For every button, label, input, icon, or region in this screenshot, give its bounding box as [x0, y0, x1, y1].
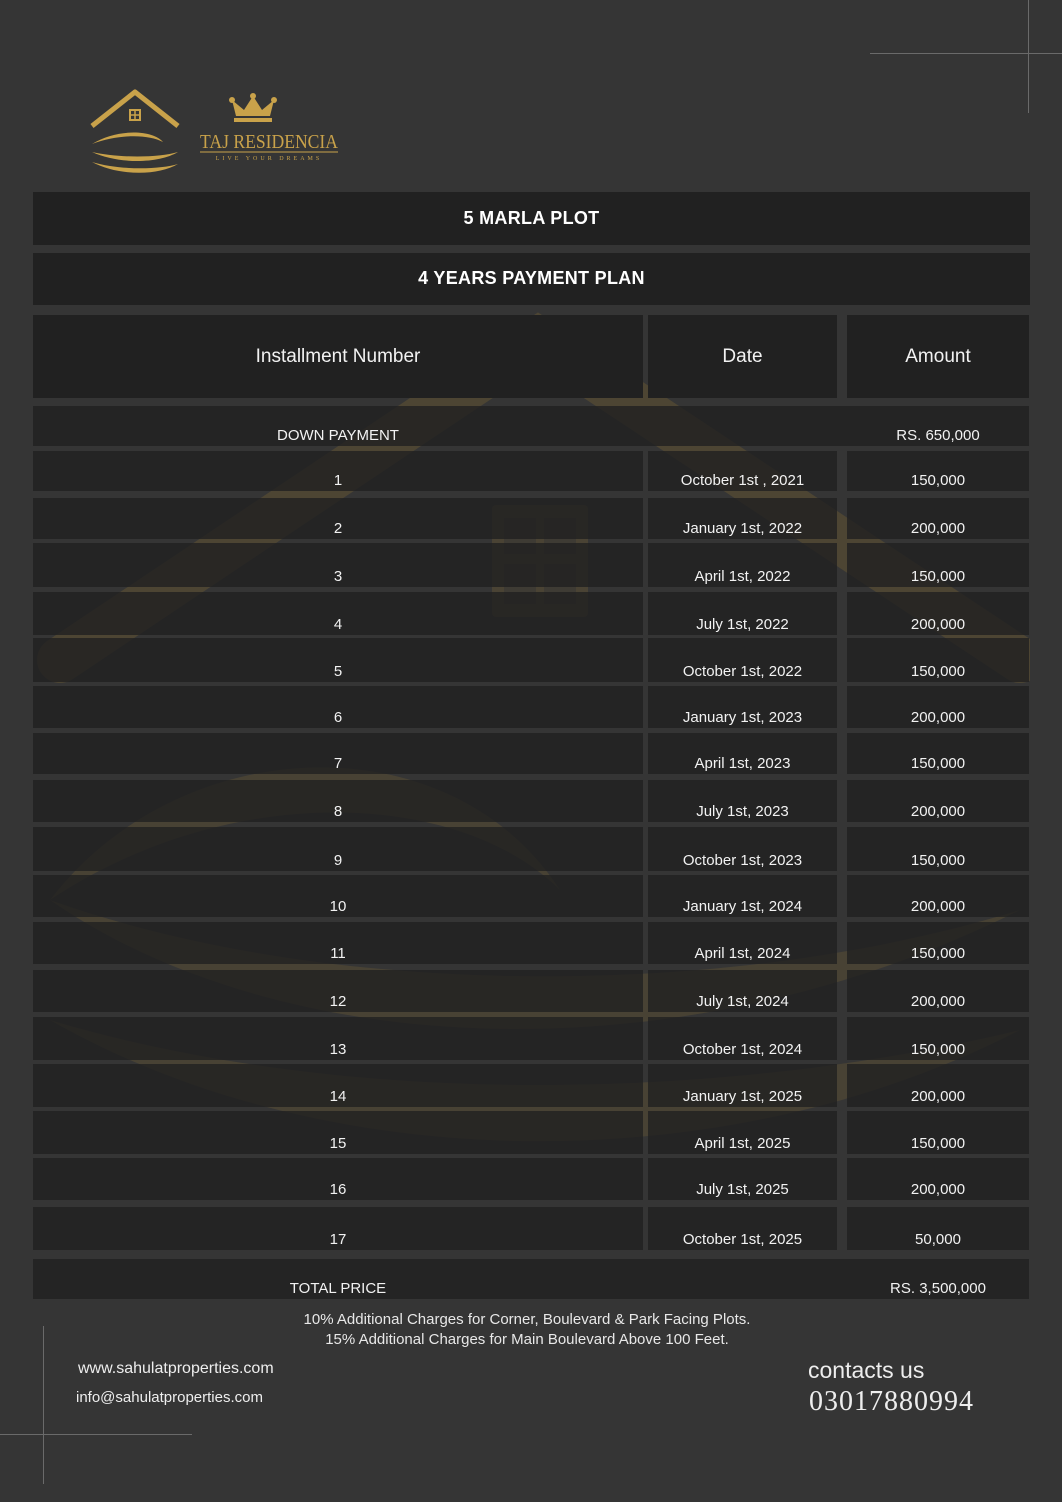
row-date: April 1st, 2024: [648, 922, 837, 964]
row-amount: 150,000: [847, 1111, 1029, 1154]
email-link[interactable]: info@sahulatproperties.com: [76, 1389, 263, 1406]
row-amount: 150,000: [847, 543, 1029, 587]
row-installment-number: 17: [33, 1207, 643, 1250]
row-installment-number: 15: [33, 1111, 643, 1154]
row-installment-number: 2: [33, 498, 643, 539]
row-installment-number: 5: [33, 638, 643, 682]
row-installment-number: 4: [33, 592, 643, 635]
crown-icon: [229, 93, 277, 122]
row-date: July 1st, 2024: [648, 970, 837, 1012]
row-amount: 150,000: [847, 922, 1029, 964]
row-amount: 150,000: [847, 827, 1029, 871]
row-date: April 1st, 2025: [648, 1111, 837, 1154]
row-date: October 1st, 2022: [648, 638, 837, 682]
row-amount: 200,000: [847, 780, 1029, 822]
note-corner-charges: 10% Additional Charges for Corner, Boulevard & Park Facing Plots.: [303, 1311, 751, 1328]
row-date: October 1st, 2025: [648, 1207, 837, 1250]
row-date: January 1st, 2022: [648, 498, 837, 539]
brand-tagline: LIVE YOUR DREAMS: [215, 156, 323, 162]
row-installment-number: 10: [33, 875, 643, 917]
row-installment-number: 13: [33, 1017, 643, 1060]
row-amount: 150,000: [847, 733, 1029, 774]
row-amount: 150,000: [847, 638, 1029, 682]
row-installment-number: 7: [33, 733, 643, 774]
corner-line-top-vertical: [1028, 0, 1029, 113]
row-amount: 200,000: [847, 498, 1029, 539]
down-payment-amount: RS. 650,000: [896, 427, 980, 444]
row-date: January 1st, 2025: [648, 1064, 837, 1107]
row-installment-number: 3: [33, 543, 643, 587]
row-amount: 50,000: [847, 1207, 1029, 1250]
row-date: July 1st, 2022: [648, 592, 837, 635]
row-amount: 200,000: [847, 1158, 1029, 1200]
brand-name: TAJ RESIDENCIA: [200, 131, 339, 153]
row-amount: 200,000: [847, 970, 1029, 1012]
row-amount: 200,000: [847, 875, 1029, 917]
phone-number[interactable]: 03017880994: [809, 1386, 974, 1417]
plan-title: 4 YEARS PAYMENT PLAN: [33, 253, 1030, 305]
row-date: January 1st, 2024: [648, 875, 837, 917]
row-date: July 1st, 2023: [648, 780, 837, 822]
row-amount: 200,000: [847, 592, 1029, 635]
row-installment-number: 16: [33, 1158, 643, 1200]
row-date: July 1st, 2025: [648, 1158, 837, 1200]
row-installment-number: 8: [33, 780, 643, 822]
corner-line-top-horizontal: [870, 53, 1062, 54]
row-installment-number: 6: [33, 686, 643, 728]
corner-line-bottom-vertical: [43, 1326, 44, 1484]
row-installment-number: 12: [33, 970, 643, 1012]
row-amount: 150,000: [847, 1017, 1029, 1060]
row-amount: 200,000: [847, 1064, 1029, 1107]
header-installment-number: Installment Number: [33, 315, 643, 398]
house-logo-icon: [92, 92, 178, 173]
row-installment-number: 1: [33, 451, 643, 491]
taj-residencia-logo: [88, 86, 348, 176]
header-amount: Amount: [847, 315, 1029, 398]
row-date: October 1st, 2024: [648, 1017, 837, 1060]
total-price-label: TOTAL PRICE: [289, 1280, 387, 1297]
row-installment-number: 14: [33, 1064, 643, 1107]
header-date: Date: [648, 315, 837, 398]
row-date: October 1st , 2021: [648, 451, 837, 491]
down-payment-label: DOWN PAYMENT: [277, 427, 399, 444]
row-amount: 200,000: [847, 686, 1029, 728]
total-price-row: [33, 1259, 1029, 1299]
row-date: April 1st, 2022: [648, 543, 837, 587]
row-date: January 1st, 2023: [648, 686, 837, 728]
row-installment-number: 11: [33, 922, 643, 964]
plot-title: 5 MARLA PLOT: [33, 192, 1030, 245]
website-link[interactable]: www.sahulatproperties.com: [78, 1360, 274, 1377]
total-price-amount: RS. 3,500,000: [890, 1280, 986, 1297]
row-date: October 1st, 2023: [648, 827, 837, 871]
corner-line-bottom-horizontal: [0, 1434, 192, 1435]
contacts-label: contacts us: [808, 1357, 925, 1383]
row-installment-number: 9: [33, 827, 643, 871]
row-amount: 150,000: [847, 451, 1029, 491]
note-main-boulevard-charges: 15% Additional Charges for Main Boulevard Above 100 Feet.: [325, 1331, 729, 1348]
row-date: April 1st, 2023: [648, 733, 837, 774]
down-payment-row: [33, 406, 1029, 446]
